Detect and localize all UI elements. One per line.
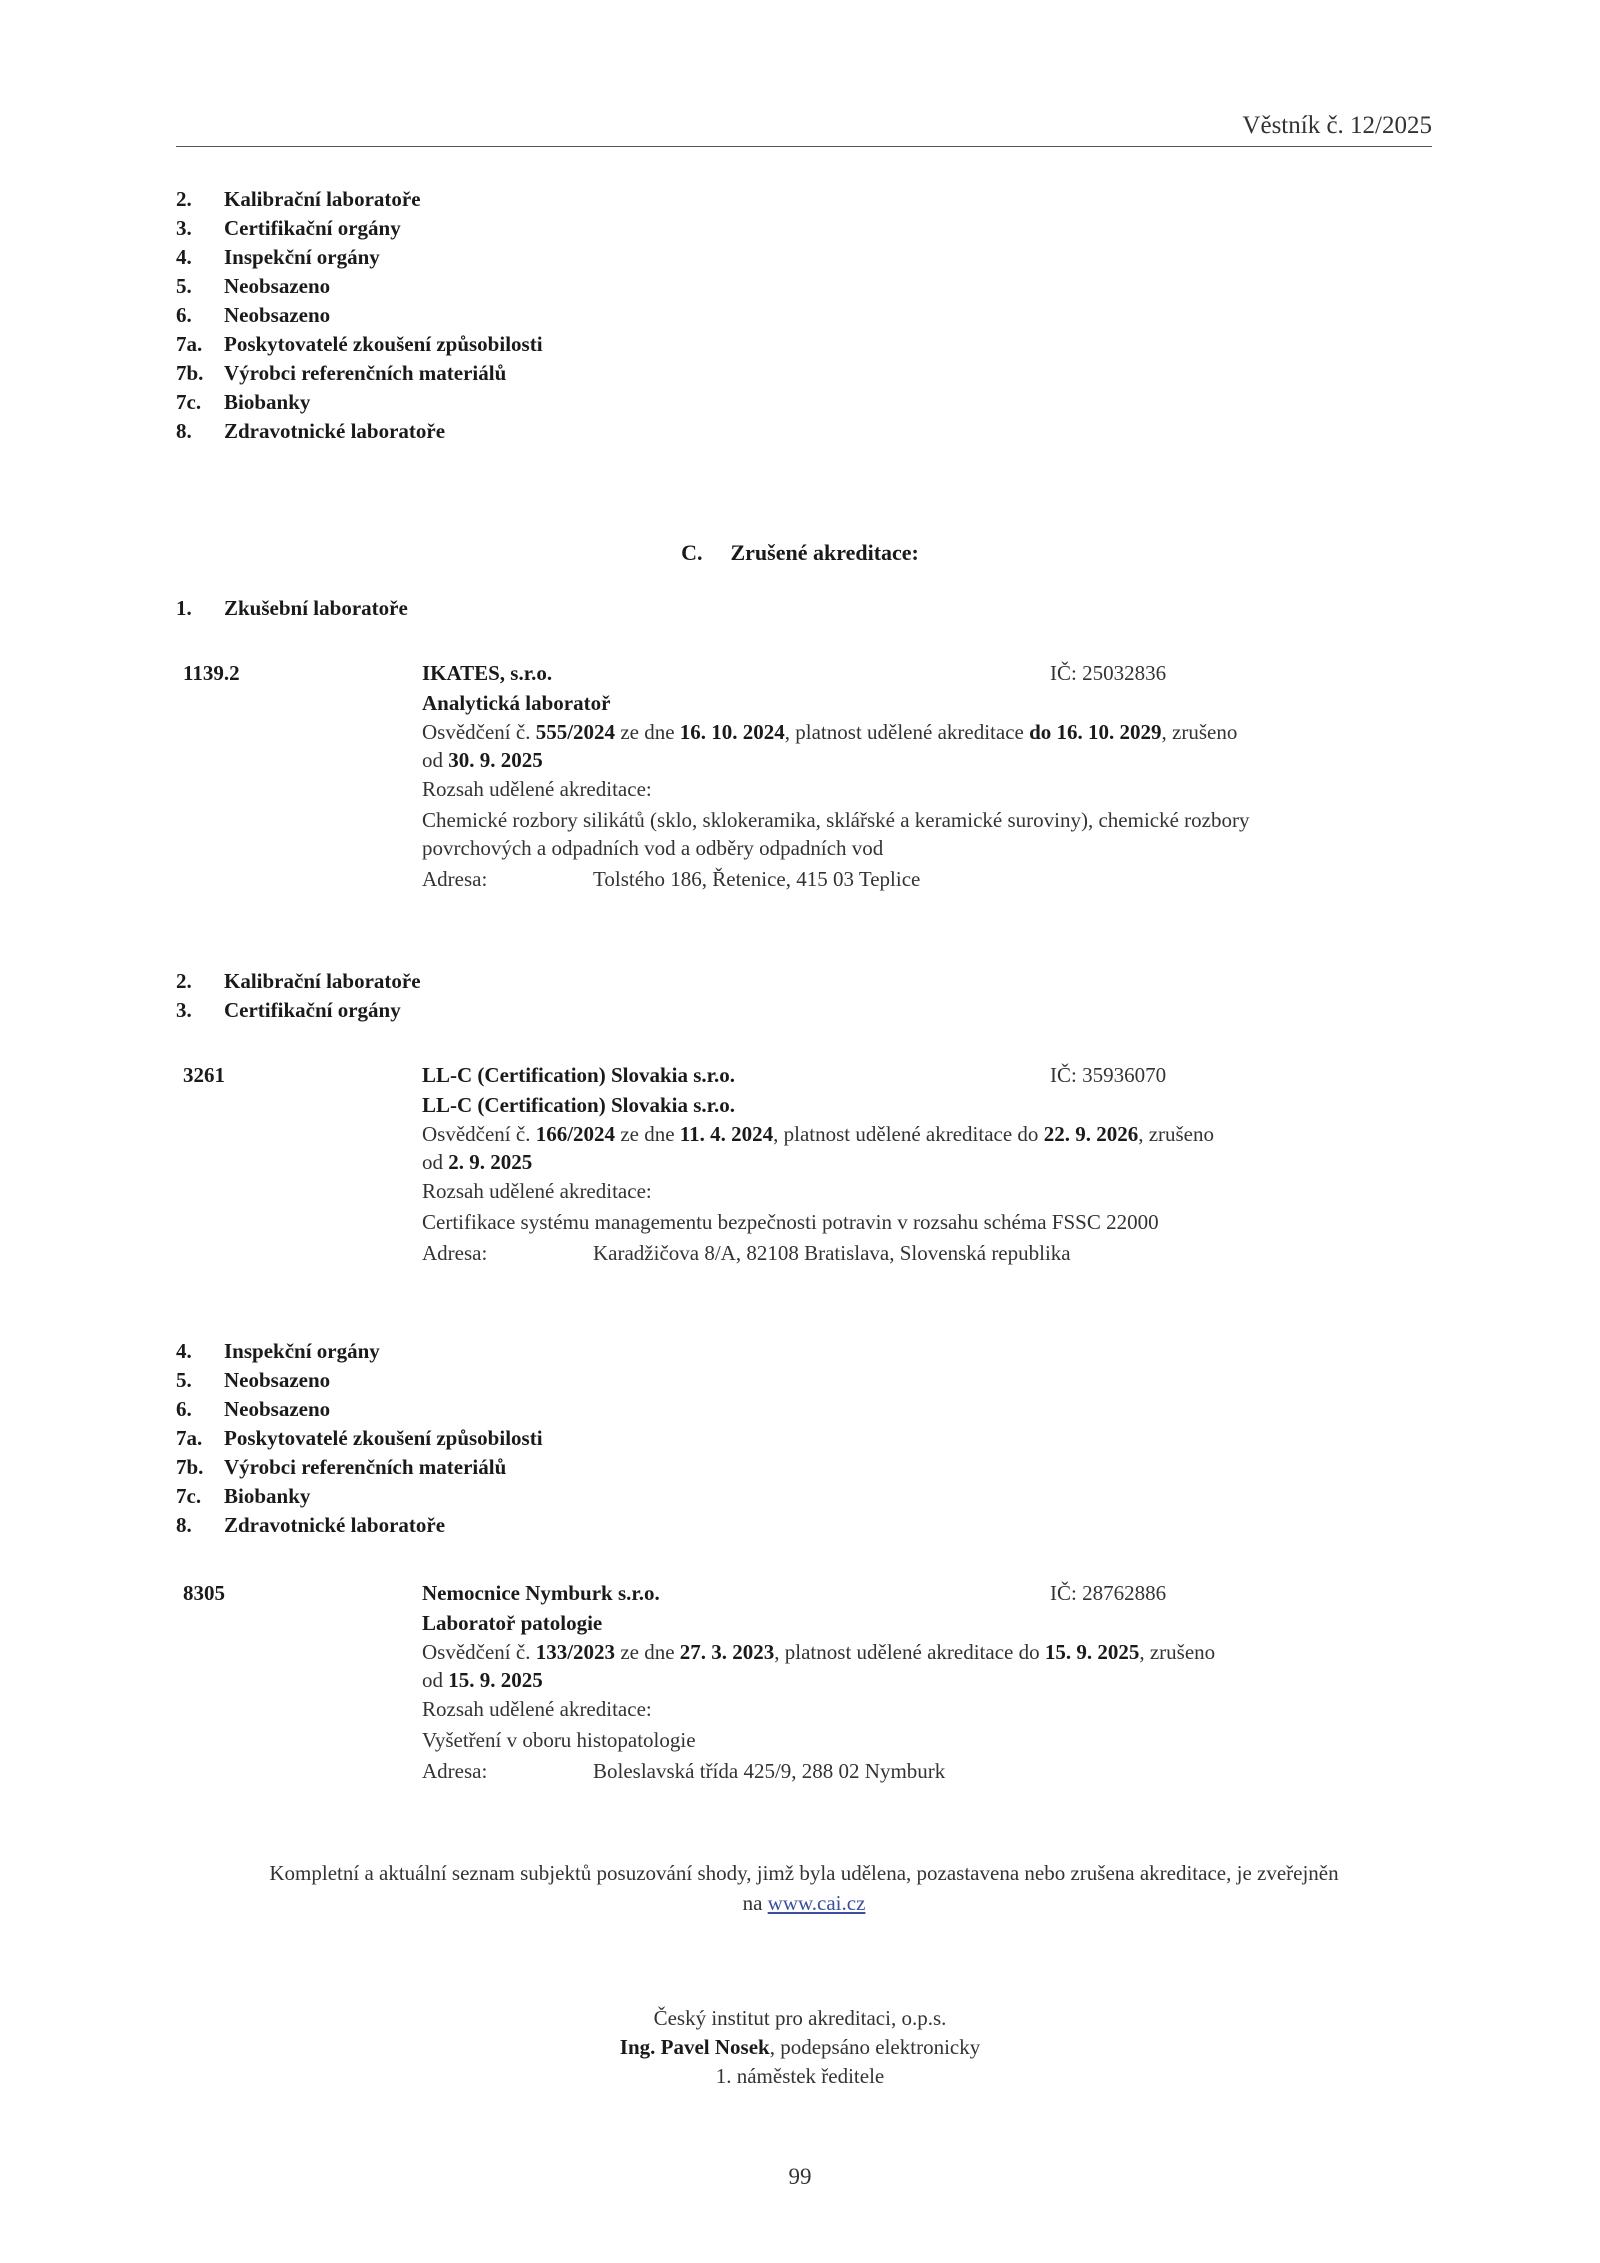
category-list-top — [176, 185, 543, 446]
entry-ico: IČ: 25032836 — [1050, 661, 1167, 685]
section-heading-c: C. Zrušené akreditace: — [681, 540, 919, 565]
entry-subtitle: Analytická laboratoř — [422, 691, 611, 715]
list-item: 7b. Výrobci referenčních materiálů — [176, 361, 507, 385]
list-item: 1. Zkušební laboratoře — [176, 596, 408, 620]
page-header — [176, 112, 1432, 147]
entry-ico: IČ: 28762886 — [1050, 1581, 1167, 1605]
signature-role: 1. náměstek ředitele — [715, 2064, 885, 2088]
footer-note: Kompletní a aktuální seznam subjektů posuzování shody, jimž byla udělena, pozastavena nebo zrušena akreditace, je zveřejněn na www.cai.cz — [269, 1861, 1339, 1915]
category-list-c4-8 — [176, 1337, 543, 1540]
entry-name: LL-C (Certification) Slovakia s.r.o. — [422, 1063, 736, 1087]
cai-website-link[interactable]: www.cai.cz — [767, 1891, 866, 1915]
scope-text: Vyšetření v oboru histopatologie — [422, 1728, 696, 1752]
signature-line: Ing. Pavel Nosek, podepsáno elektronicky — [619, 2035, 981, 2059]
scope-label: Rozsah udělené akreditace: — [422, 777, 652, 801]
scope-text: Certifikace systému managementu bezpečnosti potravin v rozsahu schéma FSSC 22000 — [422, 1210, 1159, 1234]
signature-org: Český institut pro akreditaci, o.p.s. — [653, 2006, 947, 2030]
category-list-c1 — [176, 594, 408, 623]
bulletin-title: Věstník č. 12/2025 — [1242, 112, 1432, 139]
list-item: 5. Neobsazeno — [176, 1368, 331, 1392]
page-number: 99 — [788, 2164, 812, 2189]
entry-subtitle: LL-C (Certification) Slovakia s.r.o. — [422, 1093, 736, 1117]
list-item: 8. Zdravotnické laboratoře — [176, 1513, 446, 1537]
list-item: 7a. Poskytovatelé zkoušení způsobilosti — [176, 332, 543, 356]
entry-address: Adresa: Boleslavská třída 425/9, 288 02 Nymburk — [422, 1759, 946, 1783]
entry-name: IKATES, s.r.o. — [422, 661, 553, 685]
list-item: 2. Kalibrační laboratoře — [176, 969, 421, 993]
category-list-c23 — [176, 967, 421, 1025]
list-item: 6. Neobsazeno — [176, 1397, 331, 1421]
scope-label: Rozsah udělené akreditace: — [422, 1179, 652, 1203]
list-item: 8. Zdravotnické laboratoře — [176, 419, 446, 443]
entry-subtitle: Laboratoř patologie — [422, 1611, 603, 1635]
list-item: 4. Inspekční orgány — [176, 1339, 380, 1363]
entry-name: Nemocnice Nymburk s.r.o. — [422, 1581, 660, 1605]
list-item: 5. Neobsazeno — [176, 274, 331, 298]
list-item: 3. Certifikační orgány — [176, 216, 401, 240]
entry-certificate: Osvědčení č. 166/2024 ze dne 11. 4. 2024, platnost udělené akreditace do 22. 9. 2026, zrušeno od 2. 9. 2025 — [422, 1122, 1214, 1174]
entry-id: 8305 — [183, 1581, 225, 1605]
scope-label: Rozsah udělené akreditace: — [422, 1697, 652, 1721]
list-item: 3. Certifikační orgány — [176, 998, 401, 1022]
entry-id: 1139.2 — [183, 661, 240, 685]
list-item: 7a. Poskytovatelé zkoušení způsobilosti — [176, 1426, 543, 1450]
list-item: 7c. Biobanky — [176, 1484, 311, 1508]
list-item: 7b. Výrobci referenčních materiálů — [176, 1455, 507, 1479]
signature-block — [0, 2004, 1600, 2091]
entry-ico: IČ: 35936070 — [1050, 1063, 1167, 1087]
list-item: 2. Kalibrační laboratoře — [176, 187, 421, 211]
entry-address: Adresa: Tolstého 186, Řetenice, 415 03 Teplice — [422, 867, 921, 891]
list-item: 6. Neobsazeno — [176, 303, 331, 327]
entry-id: 3261 — [183, 1063, 225, 1087]
entry-certificate: Osvědčení č. 133/2023 ze dne 27. 3. 2023, platnost udělené akreditace do 15. 9. 2025, zrušeno od 15. 9. 2025 — [422, 1640, 1216, 1692]
list-item: 4. Inspekční orgány — [176, 245, 380, 269]
entry-address: Adresa: Karadžičova 8/A, 82108 Bratislava, Slovenská republika — [422, 1241, 1071, 1265]
entry-certificate: Osvědčení č. 555/2024 ze dne 16. 10. 2024, platnost udělené akreditace do 16. 10. 2029, zrušeno od 30. 9. 2025 — [422, 720, 1238, 772]
list-item: 7c. Biobanky — [176, 390, 311, 414]
scope-text: Chemické rozbory silikátů (sklo, sklokeramika, sklářské a keramické suroviny), chemické rozbory povrchových a odpadních vod a odběry odpadních vod — [422, 808, 1250, 860]
